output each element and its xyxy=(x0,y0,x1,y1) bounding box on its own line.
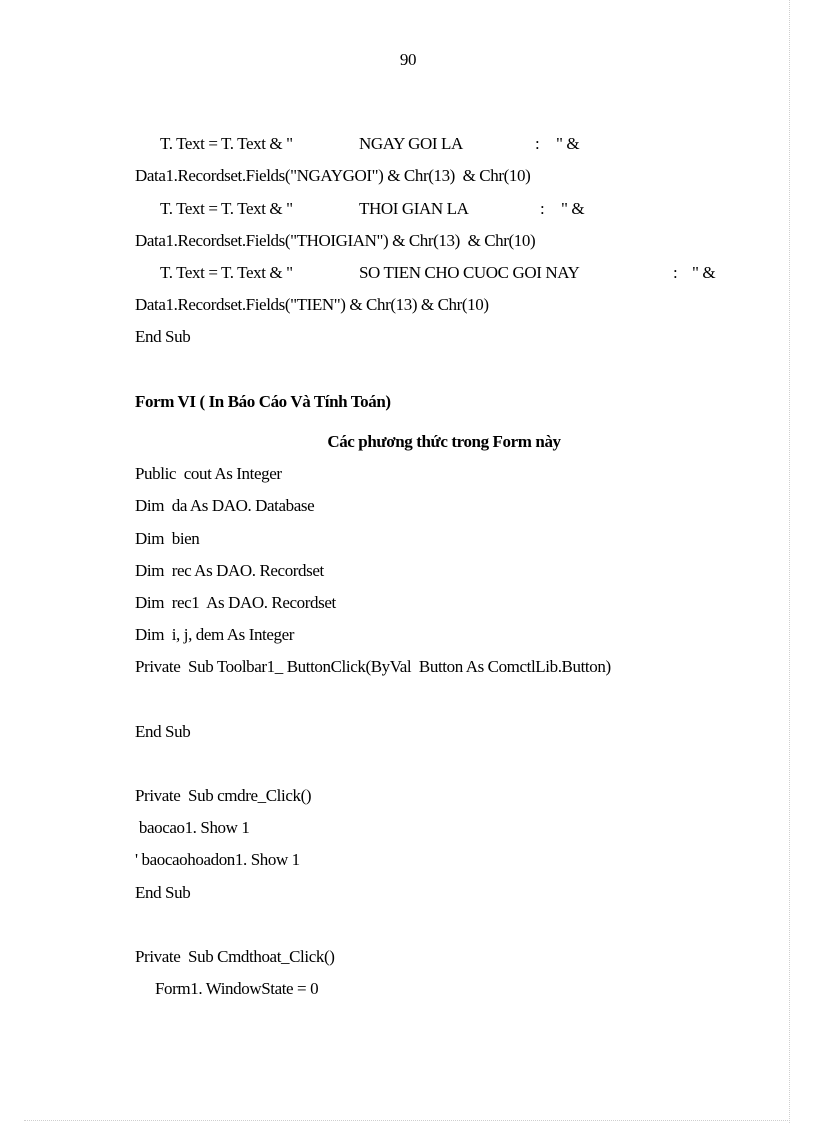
code-line: End Sub xyxy=(135,883,191,902)
code-line-concat: " & xyxy=(561,199,585,218)
code-line: T. Text = T. Text & " xyxy=(160,263,293,282)
code-line: ' baocaohoadon1. Show 1 xyxy=(135,850,300,869)
code-line: Data1.Recordset.Fields("TIEN") & Chr(13) & Chr(10) xyxy=(135,295,489,314)
code-line: End Sub xyxy=(135,722,191,741)
code-line: Form1. WindowState = 0 xyxy=(155,979,319,998)
subheading: Các phương thức trong Form này xyxy=(327,432,561,451)
code-line-colon: : xyxy=(535,134,540,153)
code-line: Data1.Recordset.Fields("NGAYGOI") & Chr(13) & Chr(10) xyxy=(135,166,531,185)
code-line: End Sub xyxy=(135,327,191,346)
code-line: Dim i, j, dem As Integer xyxy=(135,625,295,644)
code-line: baocao1. Show 1 xyxy=(135,818,250,837)
code-line-string: NGAY GOI LA xyxy=(359,134,463,153)
code-line: T. Text = T. Text & " xyxy=(160,199,293,218)
page-edge-right xyxy=(789,0,790,1123)
code-line-concat: " & xyxy=(556,134,580,153)
code-line-string: THOI GIAN LA xyxy=(359,199,469,218)
page-number: 90 xyxy=(399,50,417,69)
code-line: Private Sub cmdre_Click() xyxy=(135,786,312,805)
code-line: Private Sub Cmdthoat_Click() xyxy=(135,947,335,966)
code-line: Data1.Recordset.Fields("THOIGIAN") & Chr(13) & Chr(10) xyxy=(135,231,536,250)
code-line-colon: : xyxy=(540,199,545,218)
code-line: T. Text = T. Text & " xyxy=(160,134,293,153)
code-line: Private Sub Toolbar1_ ButtonClick(ByVal Button As ComctlLib.Button) xyxy=(135,657,611,676)
code-line: Public cout As Integer xyxy=(135,464,282,483)
code-line-colon: : xyxy=(673,263,678,282)
code-line: Dim rec As DAO. Recordset xyxy=(135,561,324,580)
code-line: Dim bien xyxy=(135,529,200,548)
code-line: Dim da As DAO. Database xyxy=(135,496,315,515)
code-line-concat: " & xyxy=(692,263,716,282)
code-line-string: SO TIEN CHO CUOC GOI NAY xyxy=(359,263,580,282)
code-line: Dim rec1 As DAO. Recordset xyxy=(135,593,336,612)
page-edge-bottom xyxy=(24,1120,790,1121)
section-heading: Form VI ( In Báo Cáo Và Tính Toán) xyxy=(135,392,391,411)
